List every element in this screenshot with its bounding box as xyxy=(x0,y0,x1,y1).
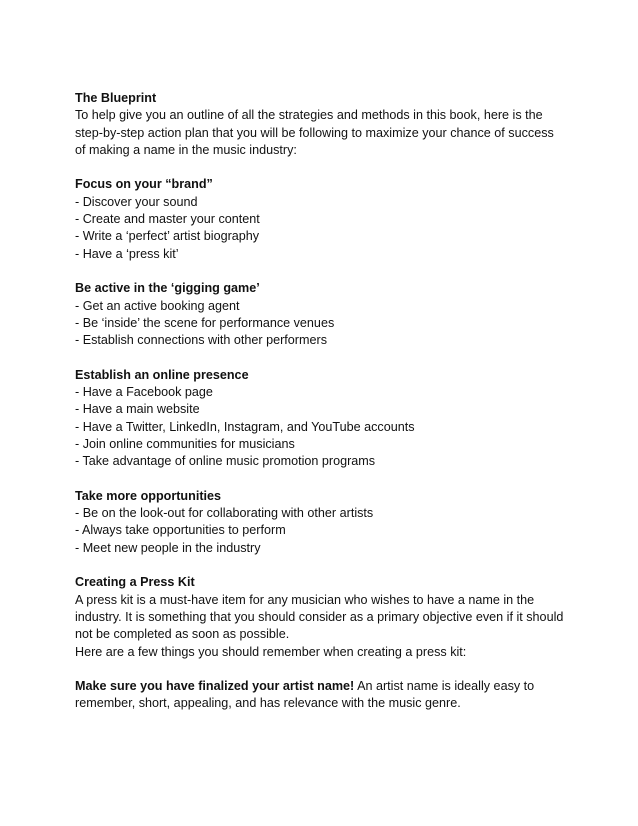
list-item: - Have a ‘press kit’ xyxy=(75,246,179,261)
spacer xyxy=(75,159,575,176)
section-opportunities xyxy=(75,488,575,557)
spacer xyxy=(75,661,575,678)
list-item: - Have a Facebook page xyxy=(75,385,213,400)
paragraph-line: A press kit is a must-have item for any musician who wishes to have a name in the xyxy=(75,592,535,607)
paragraph-line: Here are a few things you should remember when creating a press kit: xyxy=(75,644,467,659)
section-heading: Be active in the ‘gigging game’ xyxy=(75,281,260,296)
list-item: - Meet new people in the industry xyxy=(75,540,261,555)
paragraph-line: not be completed as soon as possible. xyxy=(75,627,290,642)
section-heading: Establish an online presence xyxy=(75,367,249,382)
section-online-presence xyxy=(75,367,575,471)
list-item: - Create and master your content xyxy=(75,212,260,227)
spacer xyxy=(75,263,575,280)
artist-name-lead: Make sure you have finalized your artist name! xyxy=(75,679,355,694)
blueprint-line: step-by-step action plan that you will be following to maximize your chance of success xyxy=(75,125,554,140)
list-item: - Write a ‘perfect’ artist biography xyxy=(75,229,260,244)
list-item: - Be on the look-out for collaborating with other artists xyxy=(75,506,374,521)
document-page xyxy=(75,90,575,713)
blueprint-section xyxy=(75,90,575,159)
press-kit-heading: Creating a Press Kit xyxy=(75,575,195,590)
paragraph-line: remember, short, appealing, and has relevance with the music genre. xyxy=(75,696,461,711)
list-item: - Get an active booking agent xyxy=(75,298,240,313)
list-item: - Take advantage of online music promotion programs xyxy=(75,454,376,469)
list-item: - Have a Twitter, LinkedIn, Instagram, and YouTube accounts xyxy=(75,419,415,434)
list-item: - Discover your sound xyxy=(75,194,198,209)
paragraph-line: industry. It is something that you should consider as a primary objective even if it should xyxy=(75,609,564,624)
artist-name-text: An artist name is ideally easy to xyxy=(354,679,535,694)
section-heading: Focus on your “brand” xyxy=(75,177,213,192)
spacer xyxy=(75,471,575,488)
artist-name-paragraph xyxy=(75,678,575,713)
list-item: - Be ‘inside’ the scene for performance venues xyxy=(75,315,335,330)
section-gigging xyxy=(75,280,575,349)
list-item: - Have a main website xyxy=(75,402,200,417)
blueprint-line: of making a name in the music industry: xyxy=(75,142,297,157)
list-item: - Join online communities for musicians xyxy=(75,436,295,451)
spacer xyxy=(75,349,575,366)
blueprint-heading: The Blueprint xyxy=(75,91,157,105)
press-kit-section xyxy=(75,574,575,660)
section-brand xyxy=(75,176,575,262)
list-item: - Always take opportunities to perform xyxy=(75,523,286,538)
spacer xyxy=(75,557,575,574)
section-heading: Take more opportunities xyxy=(75,488,222,503)
paragraph-line xyxy=(75,678,575,695)
list-item: - Establish connections with other performers xyxy=(75,333,327,348)
blueprint-line: To help give you an outline of all the strategies and methods in this book, here is the xyxy=(75,108,543,123)
